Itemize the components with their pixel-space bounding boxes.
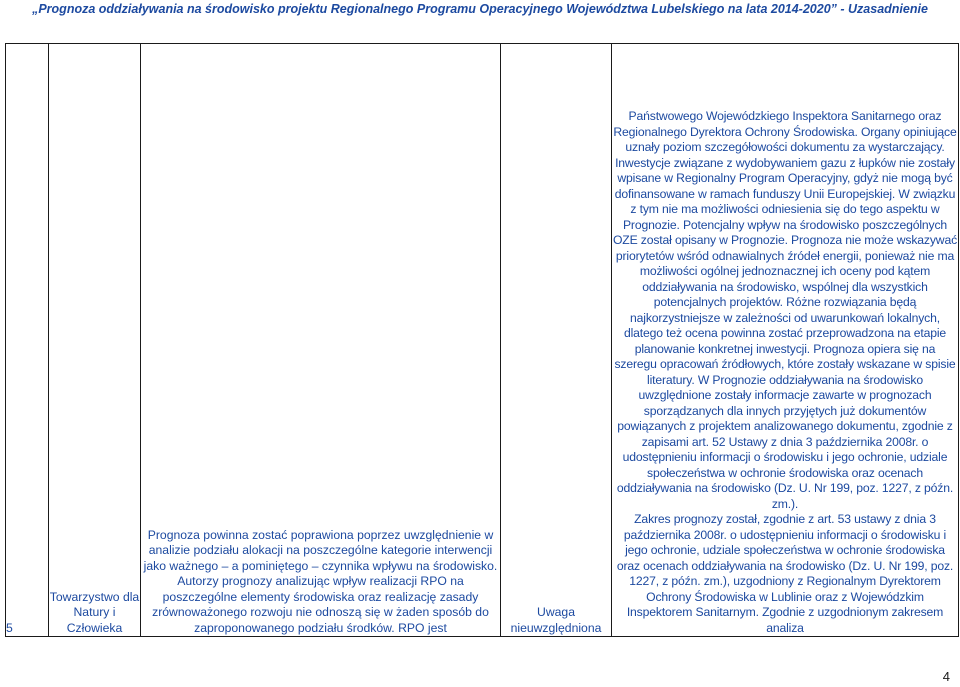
- comment-text: Prognoza powinna zostać poprawiona poprzez uwzględnienie w analizie podziału alokacji na poszczególne kategorie interwencji jako ważnego – a pominiętego – czynnika wpływu na środowisko. Autorzy prognozy analizując wpływ realizacji RPO na poszczególne elementy środowiska oraz realizację zasady zrównoważonego rozwoju nie odnoszą się w żaden sposób do zaproponowanego podziału środków. RPO jest: [141, 44, 501, 637]
- comment-status: Uwaga nieuwzględniona: [501, 44, 612, 637]
- source-organization: Towarzystwo dla Natury i Człowieka: [49, 44, 141, 637]
- table-row: [6, 44, 959, 637]
- response-text-upper: Państwowego Wojewódzkiego Inspektora Sanitarnego oraz Regionalnego Dyrektora Ochrony Środowiska. Organy opiniujące uznały poziom szczegółowości dokumentu za wystarczający. Inwestycje związane z wydobywaniem gazu z łupków nie zostały wpisane w Regionalny Program Operacyjny, gdyż nie mogą być dofinansowane w ramach funduszy Unii Europejskiej. W związku z tym nie ma możliwości odniesienia się do tego aspektu w Prognozie. Potencjalny wpływ na środowisko poszczególnych OZE został opisany w Prognozie. Prognoza nie może wskazywać priorytetów wśród odnawialnych źródeł energii, ponieważ nie ma możliwości ogólnej jednoznacznej ich oceny pod kątem oddziaływania na środowisko, wspólnej dla wszystkich potencjalnych projektów. Różne rozwiązania będą najkorzystniejsze w zależności od uwarunkowań lokalnych, dlatego też ocena powinna zostać przeprowadzona na etapie planowanie konkretnej inwestycji. Prognoza opiera się na szeregu opracowań źródłowych, które zostały wskazane w spisie literatury. W Prognozie oddziaływania na środowisko uwzględnione zostały informacje zawarte w prognozach sporządzanych dla innych przyjętych już dokumentów powiązanych z projektem analizowanego dokumentu, zgodnie z zapisami art. 52 Ustawy z dnia 3 października 2008r. o udostępnieniu informacji o środowisku i jego ochronie, udziale społeczeństwa w ochronie środowiska oraz ocenach oddziaływania na środowisko (Dz. U. Nr 199, poz. 1227, z późn. zm.).: [612, 109, 958, 511]
- response-cell: [612, 44, 959, 637]
- consultation-table: [5, 43, 959, 637]
- response-text-lower: Zakres prognozy został, zgodnie z art. 53 ustawy z dnia 3 października 2008r. o udostępnieniu informacji o środowisku i jego ochronie, udziale społeczeństwa w ochronie środowiska oraz ocenach oddziaływania na środowisko (Dz. U. Nr 199, poz. 1227, z późn. zm.), uzgodniony z Regionalnym Dyrektorem Ochrony Środowiska w Lublinie oraz z Wojewódzkim Inspektorem Sanitarnym. Zgodnie z uzgodnionym zakresem analiza: [616, 512, 954, 635]
- row-number: 5: [6, 44, 49, 637]
- page-number: 4: [942, 669, 950, 684]
- document-header: „Prognoza oddziaływania na środowisko projektu Regionalnego Programu Operacyjnego Województwa Lubelskiego na lata 2014-2020” - Uzasadnienie: [32, 2, 928, 16]
